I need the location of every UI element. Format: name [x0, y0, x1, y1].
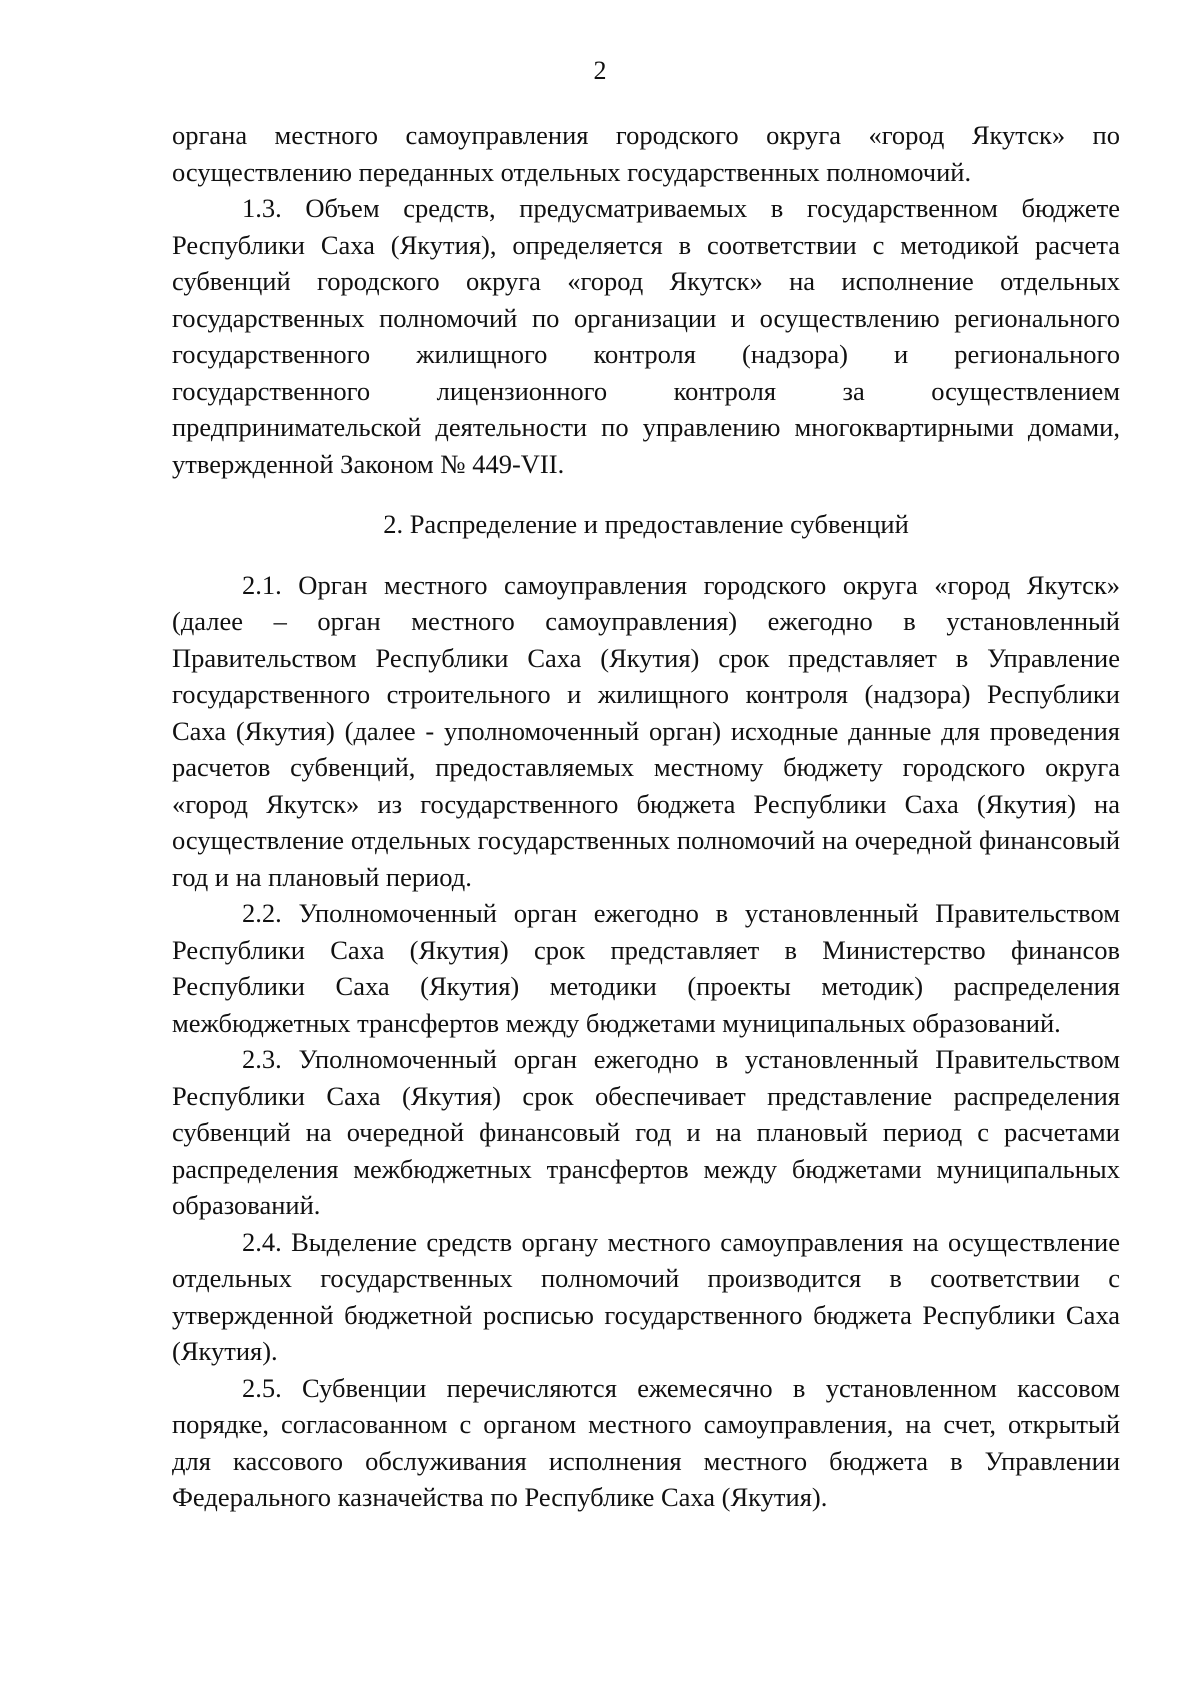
section-2-heading: 2. Распределение и предоставление субвенций — [383, 509, 909, 539]
paragraph-2-5: 2.5. Субвенции перечисляются ежемесячно в установленном кассовом порядке, согласованном с органом местного самоуправления, на счет, открытый для кассового обслуживания исполнения местного бюджета в Управлении Федерального казначейства по Республике Саха (Якутия). — [172, 1372, 1120, 1512]
paragraph-2-2: 2.2. Уполномоченный орган ежегодно в установленный Правительством Республики Саха (Якутия) срок представляет в Министерство финансов Республики Саха (Якутия) методики (проекты методик) распределения межбюджетных трансфертов между бюджетами муниципальных образований. — [172, 898, 1120, 1038]
paragraph-2-4: 2.4. Выделение средств органу местного самоуправления на осуществление отдельных государственных полномочий производится в соответствии с утвержденной бюджетной росписью государственного бюджета Республики Саха (Якутия). — [172, 1226, 1120, 1366]
paragraph-continuation: органа местного самоуправления городского округа «город Якутск» по осуществлению переданных отдельных государственных полномочий. — [172, 120, 1120, 187]
document-body — [172, 117, 1120, 1516]
paragraph-2-3: 2.3. Уполномоченный орган ежегодно в установленный Правительством Республики Саха (Якутия) срок обеспечивает представление распределения субвенций на очередной финансовый год и на плановый период с расчетами распределения межбюджетных трансфертов между бюджетами муниципальных образований. — [172, 1044, 1120, 1220]
paragraph-2-1: 2.1. Орган местного самоуправления городского округа «город Якутск» (далее – орган местного самоуправления) ежегодно в установленный Правительством Республики Саха (Якутия) срок представляет в Управление государственного строительного и жилищного контроля (надзора) Республики Саха (Якутия) (далее - уполномоченный орган) исходные данные для проведения расчетов субвенций, предоставляемых местному бюджету городского округа «город Якутск» из государственного бюджета Республики Саха (Якутия) на осуществление отдельных государственных полномочий на очередной финансовый год и на плановый период. — [172, 569, 1120, 892]
page-number: 2 — [593, 56, 607, 85]
paragraph-1-3: 1.3. Объем средств, предусматриваемых в государственном бюджете Республики Саха (Якутия), определяется в соответствии с методикой расчета субвенций городского округа «город Якутск» на исполнение отдельных государственных полномочий по организации и осуществлению регионального государственного жилищного контроля (надзора) и регионального государственного лицензионного контроля за осуществлением предпринимательской деятельности по управлению многоквартирными домами, утвержденной Законом № 449-VII. — [172, 193, 1120, 479]
